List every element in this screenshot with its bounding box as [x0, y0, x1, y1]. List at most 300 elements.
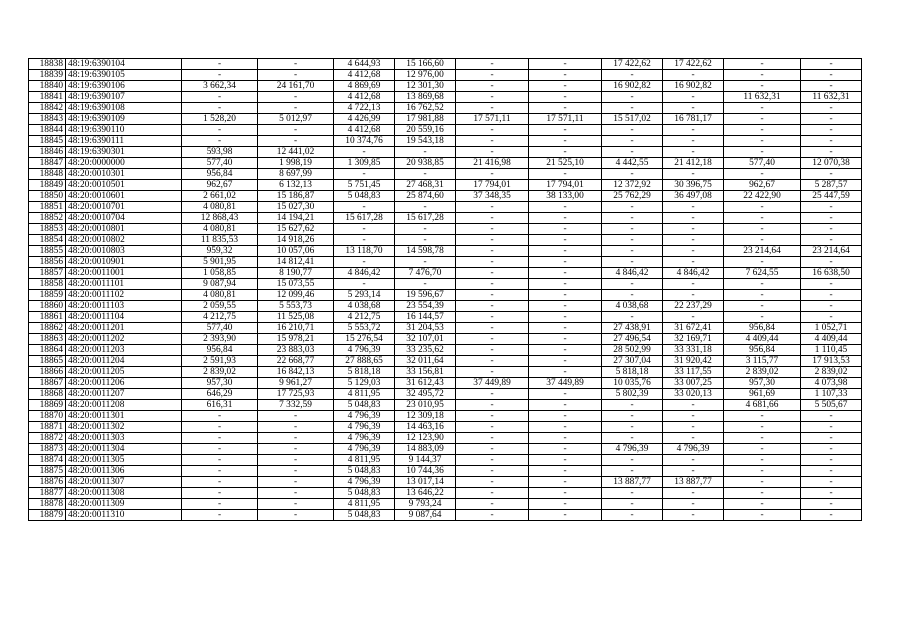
value-cell: 14 883,09: [395, 444, 456, 455]
value-cell: 5 901,95: [182, 257, 258, 268]
value-cell: -: [663, 257, 724, 268]
value-cell: 4 412,68: [334, 125, 395, 136]
value-cell: 4 681,66: [724, 400, 801, 411]
row-number-cell: 18844: [29, 125, 66, 136]
value-cell: 25 447,59: [801, 191, 862, 202]
value-cell: -: [529, 169, 602, 180]
value-cell: -: [602, 246, 663, 257]
value-cell: 32 011,64: [395, 356, 456, 367]
row-number-cell: 18842: [29, 103, 66, 114]
value-cell: 4 409,44: [724, 334, 801, 345]
value-cell: 7 624,55: [724, 268, 801, 279]
value-cell: -: [663, 125, 724, 136]
table-body: [29, 59, 862, 521]
value-cell: -: [182, 422, 258, 433]
value-cell: 17 794,01: [529, 180, 602, 191]
value-cell: 15 617,28: [334, 213, 395, 224]
cadastral-number-cell: 48:19:6390301: [66, 147, 182, 158]
cadastral-number-cell: 48:20:0011308: [66, 488, 182, 499]
value-cell: 36 497,08: [663, 191, 724, 202]
table-row: [29, 510, 862, 521]
value-cell: 33 156,81: [395, 367, 456, 378]
value-cell: -: [456, 411, 529, 422]
value-cell: 4 073,98: [801, 378, 862, 389]
value-cell: 17 913,53: [801, 356, 862, 367]
value-cell: 956,84: [182, 169, 258, 180]
table-row: [29, 158, 862, 169]
value-cell: -: [258, 444, 334, 455]
value-cell: -: [663, 510, 724, 521]
value-cell: 16 144,57: [395, 312, 456, 323]
value-cell: -: [395, 224, 456, 235]
value-cell: -: [724, 257, 801, 268]
value-cell: -: [529, 246, 602, 257]
row-number-cell: 18875: [29, 466, 66, 477]
value-cell: 14 812,41: [258, 257, 334, 268]
cadastral-number-cell: 48:20:0011206: [66, 378, 182, 389]
value-cell: 14 194,21: [258, 213, 334, 224]
table-row: [29, 125, 862, 136]
value-cell: -: [801, 114, 862, 125]
value-cell: 13 646,22: [395, 488, 456, 499]
value-cell: 13 887,77: [663, 477, 724, 488]
value-cell: -: [456, 81, 529, 92]
value-cell: 4 426,99: [334, 114, 395, 125]
value-cell: -: [456, 499, 529, 510]
value-cell: 4 212,75: [334, 312, 395, 323]
value-cell: -: [801, 477, 862, 488]
value-cell: -: [529, 301, 602, 312]
value-cell: 22 668,77: [258, 356, 334, 367]
row-number-cell: 18849: [29, 180, 66, 191]
value-cell: -: [182, 411, 258, 422]
cadastral-number-cell: 48:20:0011202: [66, 334, 182, 345]
value-cell: 27 438,91: [602, 323, 663, 334]
value-cell: -: [602, 202, 663, 213]
value-cell: -: [602, 400, 663, 411]
value-cell: -: [456, 477, 529, 488]
value-cell: -: [529, 477, 602, 488]
value-cell: 5 048,83: [334, 466, 395, 477]
value-cell: -: [602, 169, 663, 180]
value-cell: -: [602, 433, 663, 444]
value-cell: -: [529, 279, 602, 290]
value-cell: 5 048,83: [334, 488, 395, 499]
value-cell: -: [182, 70, 258, 81]
value-cell: 31 204,53: [395, 323, 456, 334]
table-row: [29, 103, 862, 114]
value-cell: 962,67: [182, 180, 258, 191]
cadastral-number-cell: 48:20:0011309: [66, 499, 182, 510]
value-cell: -: [456, 235, 529, 246]
value-cell: -: [529, 422, 602, 433]
value-cell: -: [456, 246, 529, 257]
value-cell: -: [258, 125, 334, 136]
value-cell: -: [182, 92, 258, 103]
value-cell: -: [182, 488, 258, 499]
value-cell: -: [395, 169, 456, 180]
row-number-cell: 18855: [29, 246, 66, 257]
row-number-cell: 18859: [29, 290, 66, 301]
value-cell: -: [529, 312, 602, 323]
value-cell: -: [724, 312, 801, 323]
value-cell: 37 348,35: [456, 191, 529, 202]
value-cell: 5 818,18: [602, 367, 663, 378]
value-cell: -: [456, 103, 529, 114]
value-cell: 8 697,99: [258, 169, 334, 180]
value-cell: 12 372,92: [602, 180, 663, 191]
value-cell: -: [529, 400, 602, 411]
value-cell: 22 422,90: [724, 191, 801, 202]
cadastral-number-cell: 48:20:0011001: [66, 268, 182, 279]
table-row: [29, 202, 862, 213]
table-row: [29, 290, 862, 301]
value-cell: -: [258, 477, 334, 488]
value-cell: 17 981,88: [395, 114, 456, 125]
table-row: [29, 323, 862, 334]
table-row: [29, 180, 862, 191]
value-cell: 646,29: [182, 389, 258, 400]
value-cell: 19 543,18: [395, 136, 456, 147]
row-number-cell: 18874: [29, 455, 66, 466]
value-cell: 15 027,30: [258, 202, 334, 213]
cadastral-number-cell: 48:20:0010601: [66, 191, 182, 202]
value-cell: 962,67: [724, 180, 801, 191]
value-cell: -: [602, 312, 663, 323]
value-cell: -: [801, 59, 862, 70]
value-cell: 593,98: [182, 147, 258, 158]
value-cell: 9 087,64: [395, 510, 456, 521]
value-cell: -: [602, 235, 663, 246]
row-number-cell: 18854: [29, 235, 66, 246]
table-row: [29, 466, 862, 477]
value-cell: -: [258, 103, 334, 114]
row-number-cell: 18873: [29, 444, 66, 455]
value-cell: -: [529, 70, 602, 81]
value-cell: -: [182, 125, 258, 136]
value-cell: 577,40: [724, 158, 801, 169]
value-cell: -: [334, 257, 395, 268]
value-cell: -: [258, 422, 334, 433]
value-cell: 6 132,13: [258, 180, 334, 191]
value-cell: 4 080,81: [182, 290, 258, 301]
value-cell: 4 644,93: [334, 59, 395, 70]
value-cell: 16 842,13: [258, 367, 334, 378]
value-cell: 14 598,78: [395, 246, 456, 257]
value-cell: 20 938,85: [395, 158, 456, 169]
value-cell: -: [602, 499, 663, 510]
value-cell: 959,32: [182, 246, 258, 257]
value-cell: 956,84: [724, 323, 801, 334]
value-cell: 13 869,68: [395, 92, 456, 103]
value-cell: -: [724, 235, 801, 246]
value-cell: -: [334, 235, 395, 246]
value-cell: 13 017,14: [395, 477, 456, 488]
cadastral-number-cell: 48:20:0011102: [66, 290, 182, 301]
value-cell: -: [456, 345, 529, 356]
value-cell: 21 525,10: [529, 158, 602, 169]
value-cell: -: [602, 488, 663, 499]
value-cell: 16 781,17: [663, 114, 724, 125]
value-cell: -: [663, 235, 724, 246]
value-cell: 4 796,39: [334, 477, 395, 488]
value-cell: -: [529, 367, 602, 378]
value-cell: 23 010,95: [395, 400, 456, 411]
value-cell: 28 502,99: [602, 345, 663, 356]
table-row: [29, 235, 862, 246]
value-cell: -: [602, 70, 663, 81]
value-cell: 4 846,42: [334, 268, 395, 279]
value-cell: 10 744,36: [395, 466, 456, 477]
value-cell: -: [456, 433, 529, 444]
value-cell: -: [456, 510, 529, 521]
row-number-cell: 18863: [29, 334, 66, 345]
value-cell: -: [602, 466, 663, 477]
value-cell: -: [529, 389, 602, 400]
value-cell: -: [182, 59, 258, 70]
value-cell: 24 161,70: [258, 81, 334, 92]
value-cell: -: [801, 70, 862, 81]
row-number-cell: 18866: [29, 367, 66, 378]
value-cell: 21 412,18: [663, 158, 724, 169]
value-cell: 1 058,85: [182, 268, 258, 279]
row-number-cell: 18850: [29, 191, 66, 202]
value-cell: 15 166,60: [395, 59, 456, 70]
value-cell: -: [182, 499, 258, 510]
value-cell: 17 571,11: [529, 114, 602, 125]
value-cell: 4 080,81: [182, 224, 258, 235]
value-cell: 27 468,31: [395, 180, 456, 191]
table-row: [29, 411, 862, 422]
value-cell: -: [529, 103, 602, 114]
value-cell: -: [395, 257, 456, 268]
value-cell: -: [724, 301, 801, 312]
value-cell: 4 846,42: [663, 268, 724, 279]
value-cell: -: [529, 444, 602, 455]
value-cell: 17 422,62: [663, 59, 724, 70]
value-cell: -: [801, 433, 862, 444]
value-cell: -: [456, 92, 529, 103]
value-cell: -: [724, 70, 801, 81]
value-cell: -: [801, 488, 862, 499]
value-cell: -: [456, 290, 529, 301]
value-cell: -: [456, 279, 529, 290]
value-cell: -: [724, 466, 801, 477]
value-cell: -: [801, 235, 862, 246]
table-row: [29, 246, 862, 257]
value-cell: -: [801, 147, 862, 158]
value-cell: 4 796,39: [334, 433, 395, 444]
value-cell: -: [258, 59, 334, 70]
value-cell: -: [663, 70, 724, 81]
value-cell: -: [801, 125, 862, 136]
value-cell: -: [182, 103, 258, 114]
value-cell: 14 918,26: [258, 235, 334, 246]
value-cell: -: [724, 114, 801, 125]
value-cell: 37 449,89: [529, 378, 602, 389]
value-cell: -: [663, 169, 724, 180]
value-cell: 11 632,31: [801, 92, 862, 103]
value-cell: 23 214,64: [724, 246, 801, 257]
table-row: [29, 488, 862, 499]
cadastral-number-cell: 48:19:6390106: [66, 81, 182, 92]
value-cell: -: [602, 224, 663, 235]
value-cell: -: [724, 499, 801, 510]
value-cell: -: [663, 422, 724, 433]
value-cell: -: [529, 455, 602, 466]
value-cell: -: [456, 202, 529, 213]
value-cell: 15 627,62: [258, 224, 334, 235]
value-cell: 957,30: [724, 378, 801, 389]
value-cell: 4 811,95: [334, 499, 395, 510]
value-cell: -: [663, 279, 724, 290]
value-cell: -: [602, 411, 663, 422]
value-cell: -: [724, 81, 801, 92]
value-cell: -: [529, 202, 602, 213]
cadastral-number-cell: 48:20:0011305: [66, 455, 182, 466]
value-cell: -: [258, 136, 334, 147]
table-row: [29, 268, 862, 279]
value-cell: -: [456, 213, 529, 224]
value-cell: 10 057,06: [258, 246, 334, 257]
value-cell: -: [801, 257, 862, 268]
cadastral-number-cell: 48:20:0011204: [66, 356, 182, 367]
value-cell: -: [801, 136, 862, 147]
value-cell: 9 961,27: [258, 378, 334, 389]
value-cell: -: [724, 147, 801, 158]
value-cell: -: [456, 301, 529, 312]
value-cell: 12 099,46: [258, 290, 334, 301]
value-cell: -: [258, 488, 334, 499]
value-cell: 27 307,04: [602, 356, 663, 367]
value-cell: -: [529, 59, 602, 70]
value-cell: -: [182, 433, 258, 444]
value-cell: 16 210,71: [258, 323, 334, 334]
table-row: [29, 378, 862, 389]
value-cell: -: [334, 147, 395, 158]
row-number-cell: 18840: [29, 81, 66, 92]
table-row: [29, 301, 862, 312]
value-cell: 27 888,65: [334, 356, 395, 367]
table-row: [29, 81, 862, 92]
value-cell: -: [663, 202, 724, 213]
cadastral-number-cell: 48:19:6390111: [66, 136, 182, 147]
value-cell: 30 396,75: [663, 180, 724, 191]
value-cell: 31 672,41: [663, 323, 724, 334]
value-cell: -: [724, 477, 801, 488]
row-number-cell: 18865: [29, 356, 66, 367]
value-cell: 5 553,73: [258, 301, 334, 312]
value-cell: -: [456, 70, 529, 81]
value-cell: -: [529, 136, 602, 147]
value-cell: 956,84: [724, 345, 801, 356]
cadastral-number-cell: 48:19:6390109: [66, 114, 182, 125]
value-cell: -: [258, 510, 334, 521]
value-cell: -: [529, 411, 602, 422]
value-cell: -: [258, 433, 334, 444]
table-row: [29, 70, 862, 81]
value-cell: -: [724, 125, 801, 136]
value-cell: -: [801, 312, 862, 323]
value-cell: 15 617,28: [395, 213, 456, 224]
value-cell: -: [529, 92, 602, 103]
value-cell: -: [182, 477, 258, 488]
cadastral-number-cell: 48:20:0011207: [66, 389, 182, 400]
row-number-cell: 18841: [29, 92, 66, 103]
value-cell: -: [801, 444, 862, 455]
cadastral-number-cell: 48:19:6390105: [66, 70, 182, 81]
value-cell: 4 869,69: [334, 81, 395, 92]
value-cell: 5 802,39: [602, 389, 663, 400]
table-row: [29, 257, 862, 268]
table-row: [29, 433, 862, 444]
value-cell: 12 309,18: [395, 411, 456, 422]
value-cell: 13 887,77: [602, 477, 663, 488]
value-cell: -: [529, 257, 602, 268]
value-cell: -: [395, 235, 456, 246]
value-cell: 961,69: [724, 389, 801, 400]
value-cell: 5 287,57: [801, 180, 862, 191]
value-cell: 4 796,39: [663, 444, 724, 455]
value-cell: -: [456, 312, 529, 323]
value-cell: -: [602, 147, 663, 158]
value-cell: -: [602, 279, 663, 290]
value-cell: 5 293,14: [334, 290, 395, 301]
value-cell: -: [395, 147, 456, 158]
value-cell: -: [602, 103, 663, 114]
table-row: [29, 312, 862, 323]
value-cell: 5 048,83: [334, 191, 395, 202]
value-cell: 15 073,55: [258, 279, 334, 290]
value-cell: -: [663, 213, 724, 224]
value-cell: -: [724, 136, 801, 147]
value-cell: -: [663, 246, 724, 257]
value-cell: -: [456, 334, 529, 345]
value-cell: -: [258, 92, 334, 103]
value-cell: -: [724, 411, 801, 422]
table-row: [29, 147, 862, 158]
value-cell: 12 301,30: [395, 81, 456, 92]
value-cell: 9 144,37: [395, 455, 456, 466]
value-cell: -: [258, 499, 334, 510]
row-number-cell: 18871: [29, 422, 66, 433]
value-cell: 16 902,82: [602, 81, 663, 92]
value-cell: 20 559,16: [395, 125, 456, 136]
value-cell: 15 978,21: [258, 334, 334, 345]
value-cell: 1 110,45: [801, 345, 862, 356]
table-row: [29, 136, 862, 147]
value-cell: -: [663, 103, 724, 114]
value-cell: 33 007,25: [663, 378, 724, 389]
value-cell: 5 553,72: [334, 323, 395, 334]
value-cell: 3 115,77: [724, 356, 801, 367]
cadastral-number-cell: 48:20:0010803: [66, 246, 182, 257]
value-cell: 1 528,20: [182, 114, 258, 125]
value-cell: 2 839,02: [724, 367, 801, 378]
value-cell: 31 612,43: [395, 378, 456, 389]
value-cell: -: [456, 488, 529, 499]
row-number-cell: 18846: [29, 147, 66, 158]
value-cell: -: [529, 356, 602, 367]
value-cell: 577,40: [182, 323, 258, 334]
value-cell: -: [602, 422, 663, 433]
value-cell: -: [529, 334, 602, 345]
value-cell: -: [663, 224, 724, 235]
table-row: [29, 224, 862, 235]
row-number-cell: 18839: [29, 70, 66, 81]
cadastral-number-cell: 48:19:6390110: [66, 125, 182, 136]
value-cell: 19 596,67: [395, 290, 456, 301]
